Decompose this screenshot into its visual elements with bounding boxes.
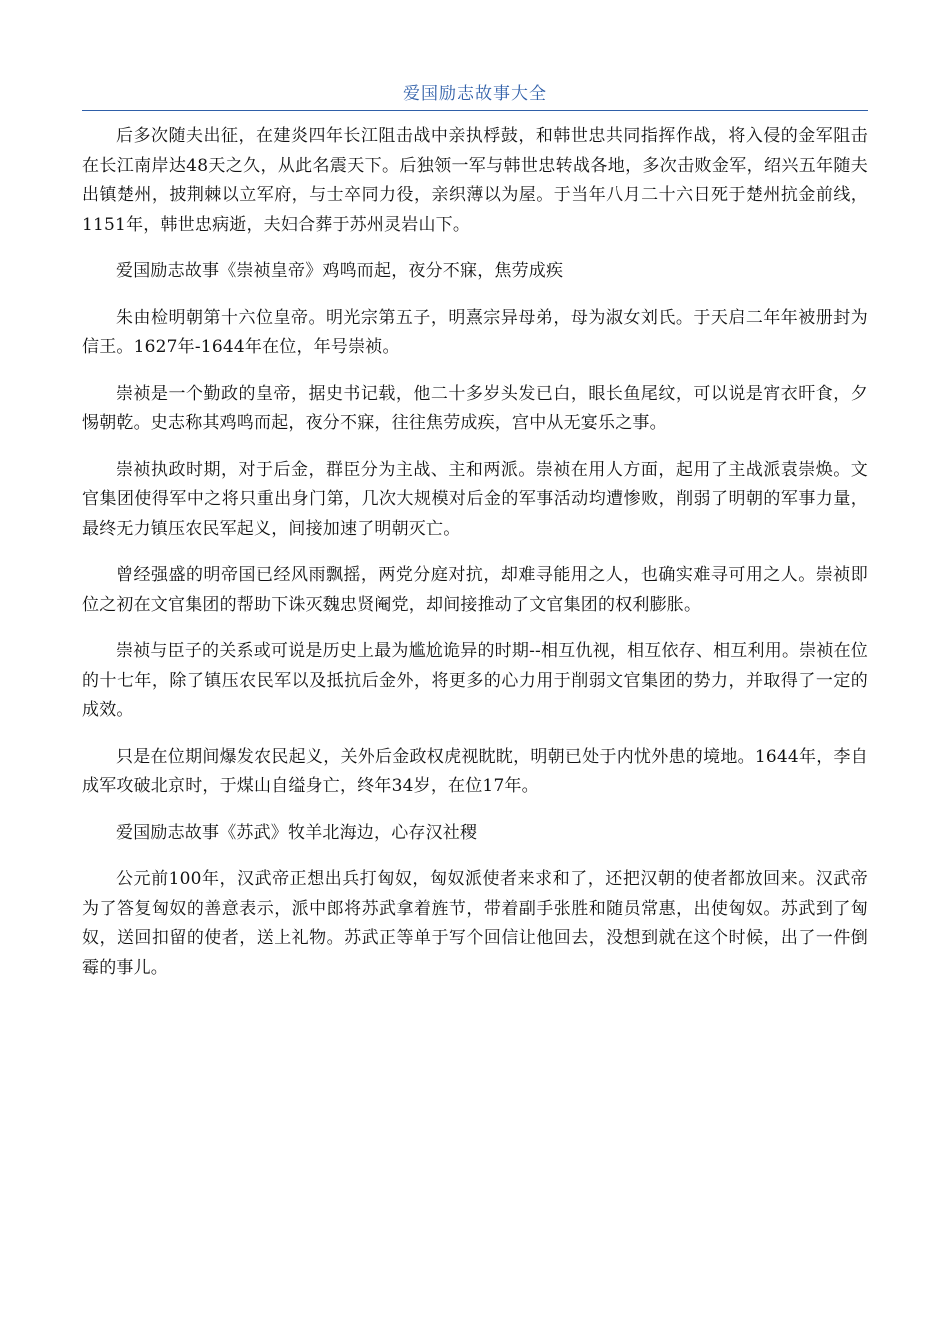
page-title: 爱国励志故事大全 bbox=[403, 84, 547, 104]
document-body bbox=[82, 122, 868, 1000]
paragraph-1: 后多次随夫出征，在建炎四年长江阻击战中亲执桴鼓，和韩世忠共同指挥作战，将入侵的金军阻击在长江南岸达48天之久，从此名震天下。后独领一军与韩世忠转战各地，多次击败金军，绍兴五年随夫出镇楚州，披荆棘以立军府，与士卒同力役，亲织薄以为屋。于当年八月二十六日死于楚州抗金前线，1151年，韩世忠病逝，夫妇合葬于苏州灵岩山下。 bbox=[82, 126, 868, 235]
section-heading-chongzhen: 爱国励志故事《崇祯皇帝》鸡鸣而起，夜分不寐，焦劳成疾 bbox=[116, 261, 564, 281]
paragraph-7: 只是在位期间爆发农民起义，关外后金政权虎视眈眈，明朝已处于内忧外患的境地。1644年，李自成军攻破北京时，于煤山自缢身亡，终年34岁，在位17年。 bbox=[82, 746, 868, 796]
paragraph-4: 崇祯执政时期，对于后金，群臣分为主战、主和两派。崇祯在用人方面，起用了主战派袁崇焕。文官集团使得军中之将只重出身门第，几次大规模对后金的军事活动均遭惨败，削弱了明朝的军事力量，最终无力镇压农民军起义，间接加速了明朝灭亡。 bbox=[82, 459, 868, 539]
paragraph-6: 崇祯与臣子的关系或可说是历史上最为尴尬诡异的时期--相互仇视，相互依存、相互利用。崇祯在位的十七年，除了镇压农民军以及抵抗后金外，将更多的心力用于削弱文官集团的势力，并取得了一定的成效。 bbox=[82, 641, 868, 720]
paragraph-8: 公元前100年，汉武帝正想出兵打匈奴，匈奴派使者来求和了，还把汉朝的使者都放回来。汉武帝为了答复匈奴的善意表示，派中郎将苏武拿着旌节，带着副手张胜和随员常惠，出使匈奴。苏武到了匈奴，送回扣留的使者，送上礼物。苏武正等单于写个回信让他回去，没想到就在这个时候，出了一件倒霉的事儿。 bbox=[82, 869, 868, 978]
paragraph-5: 曾经强盛的明帝国已经风雨飘摇，两党分庭对抗，却难寻能用之人，也确实难寻可用之人。崇祯即位之初在文官集团的帮助下诛灭魏忠贤阉党，却间接推动了文官集团的权利膨胀。 bbox=[82, 565, 868, 615]
paragraph-3: 崇祯是一个勤政的皇帝，据史书记载，他二十多岁头发已白，眼长鱼尾纹，可以说是宵衣旰食，夕惕朝乾。史志称其鸡鸣而起，夜分不寐，往往焦劳成疾，宫中从无宴乐之事。 bbox=[82, 383, 868, 433]
paragraph-2: 朱由检明朝第十六位皇帝。明光宗第五子，明熹宗异母弟，母为淑女刘氏。于天启二年年被册封为信王。1627年-1644年在位，年号崇祯。 bbox=[82, 307, 868, 357]
section-heading-suwu: 爱国励志故事《苏武》牧羊北海边，心存汉社稷 bbox=[116, 822, 478, 843]
page-header bbox=[82, 78, 868, 111]
